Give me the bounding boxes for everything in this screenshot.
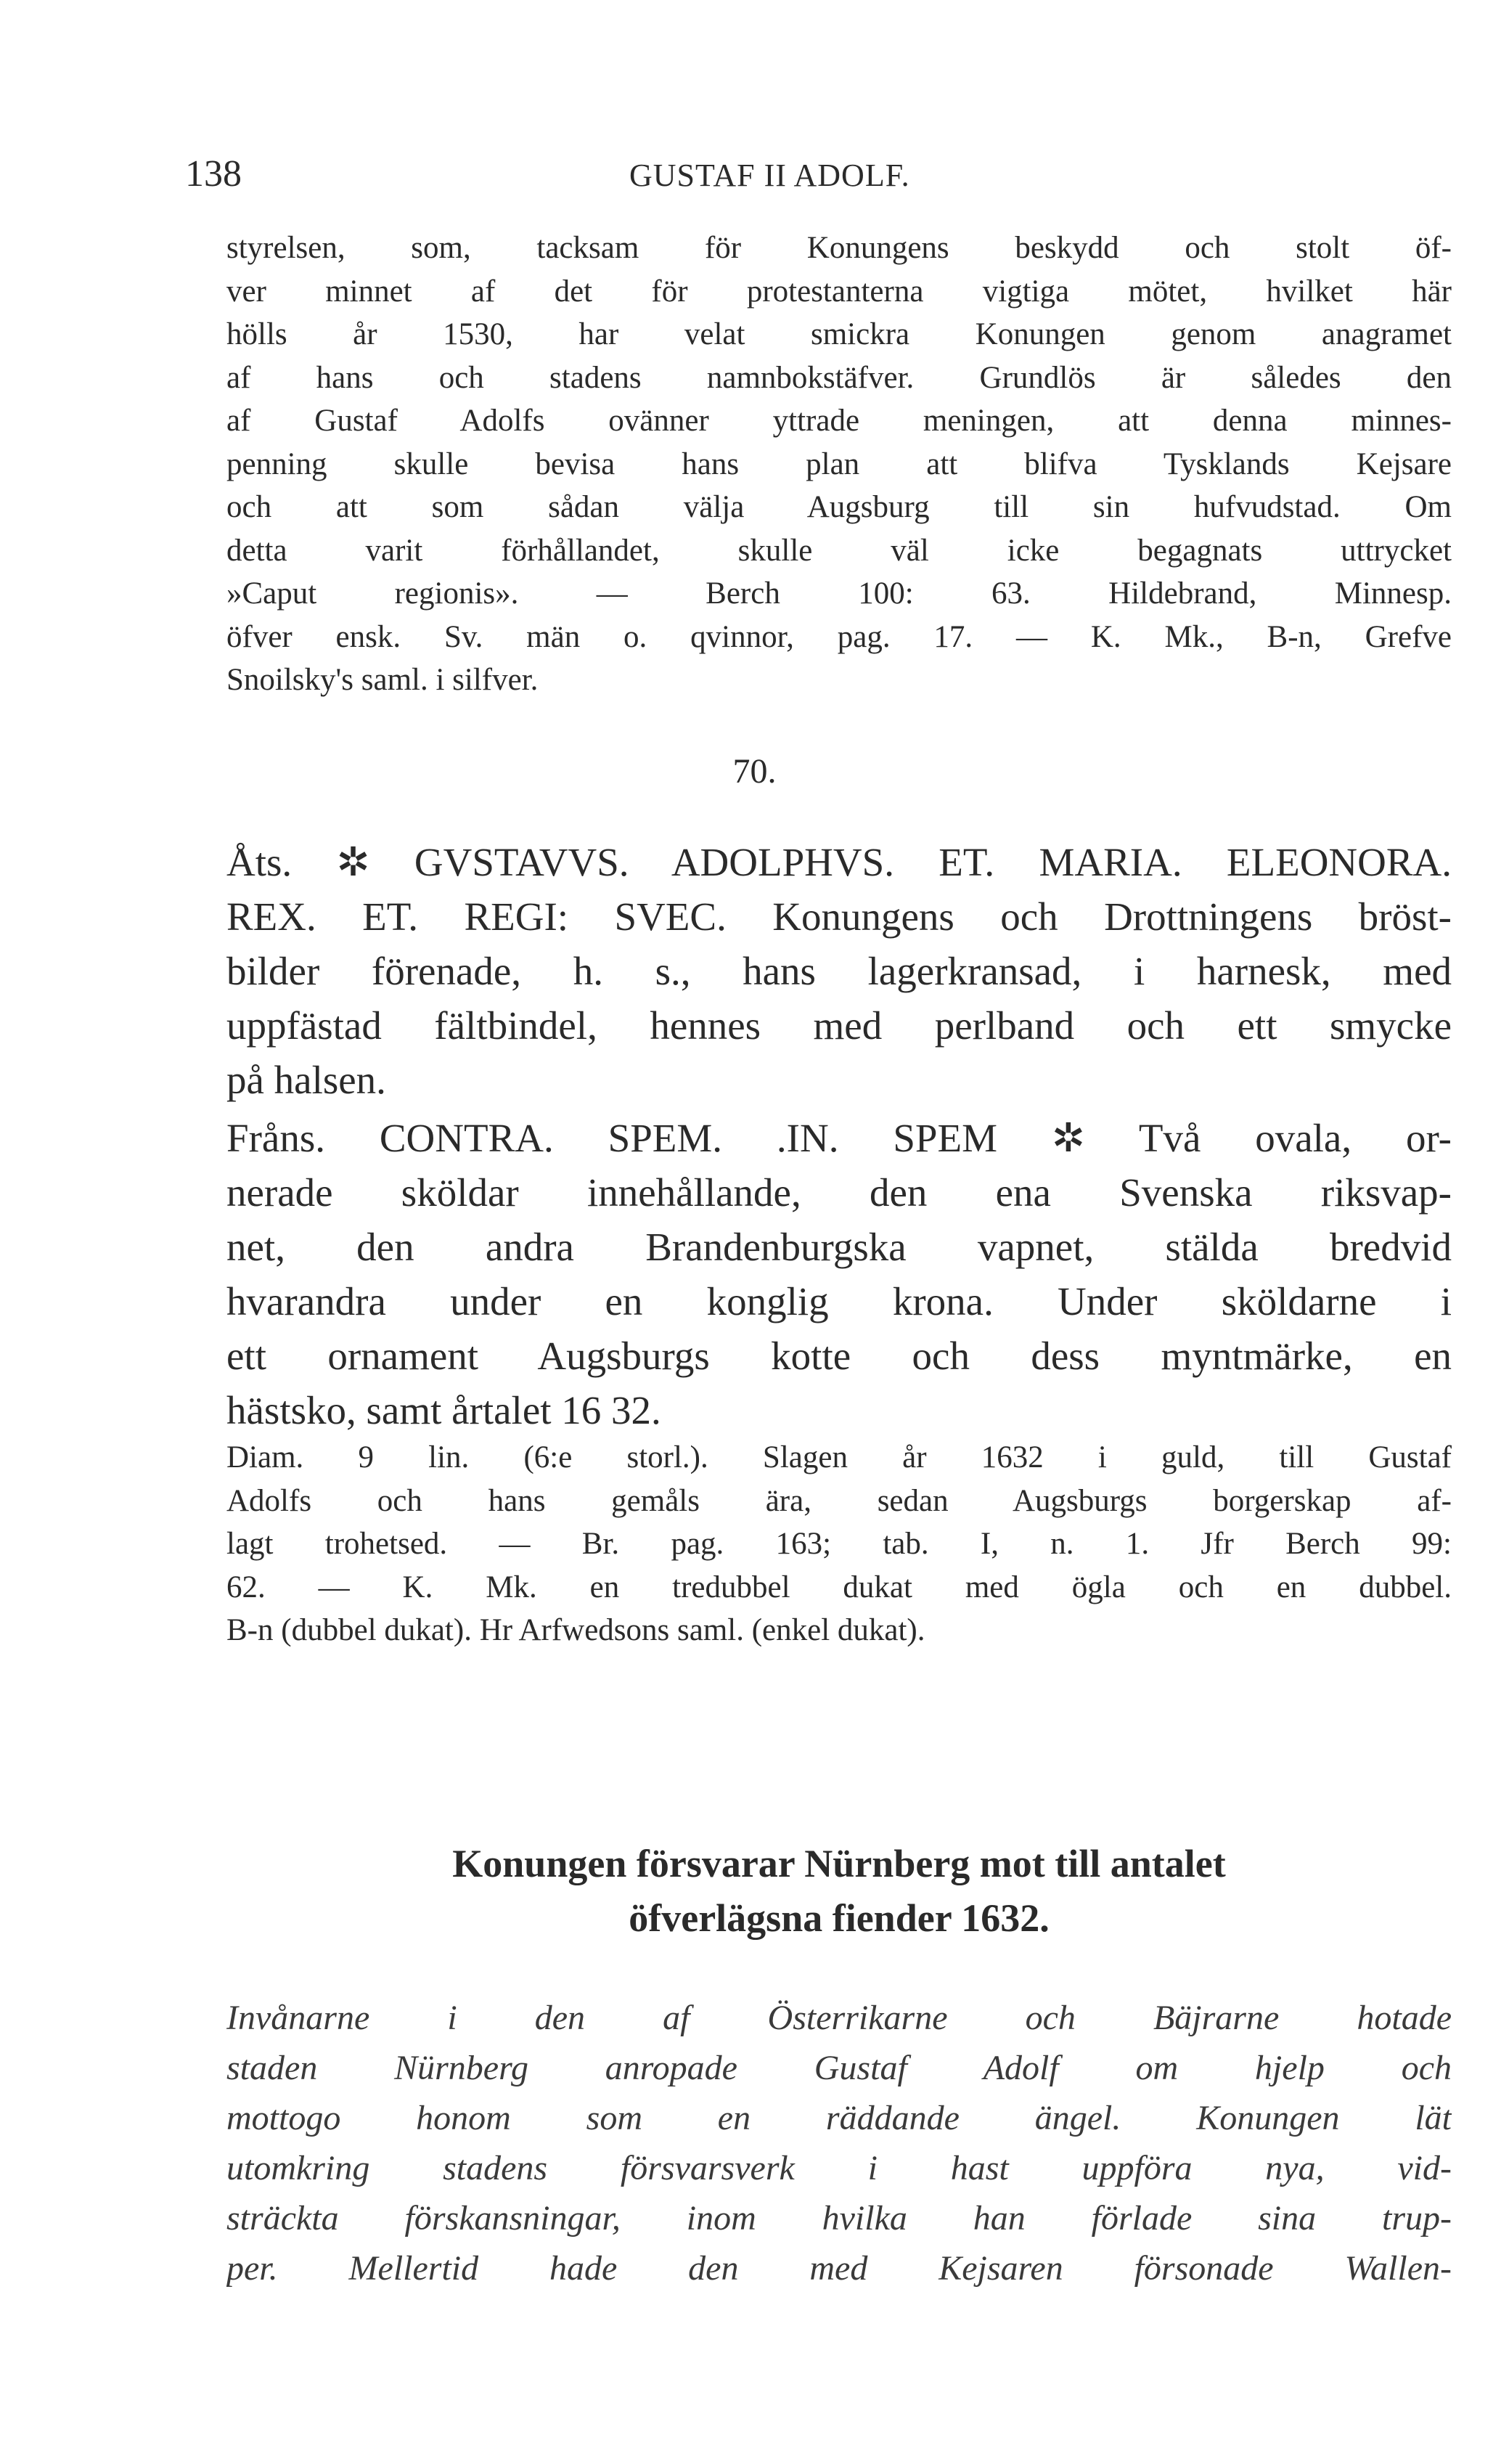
text-line: styrelsen, som, tacksam för Konungens beskydd och stolt öf- <box>226 231 1452 265</box>
text-line: och att som sådan välja Augsburg till sin hufvudstad. Om <box>226 490 1452 524</box>
text-line: REX. ET. REGI: SVEC. Konungens och Drottningens bröst- <box>226 894 1452 939</box>
text-line: detta varit förhållandet, skulle väl icke begagnats uttrycket <box>226 533 1452 568</box>
running-title: GUSTAF II ADOLF. <box>629 158 910 193</box>
entry-number: 70. <box>732 752 777 791</box>
text-line: Diam. 9 lin. (6:e storl.). Slagen år 1632 i guld, till Gustaf <box>226 1440 1452 1474</box>
text-line: ver minnet af det för protestanterna vigtiga mötet, hvilket här <box>226 274 1452 309</box>
text-line: net, den andra Brandenburgska vapnet, stälda bredvid <box>226 1225 1452 1269</box>
paragraph-continued <box>226 227 1452 702</box>
text-line: »Caput regionis». — Berch 100: 63. Hildebrand, Minnesp. <box>226 576 1452 611</box>
text-line: uppfästad fältbindel, hennes med perlband och ett smycke <box>226 1003 1452 1048</box>
page-header <box>185 152 1346 196</box>
narrative-paragraph <box>226 1993 1452 2293</box>
text-line: Åts. ✲ GVSTAVVS. ADOLPHVS. ET. MARIA. ELEONORA. <box>226 840 1452 884</box>
text-line: 62. — K. Mk. en tredubbel dukat med ögla och en dubbel. <box>226 1570 1452 1604</box>
section-heading <box>226 1837 1452 1946</box>
text-line: sträckta förskansningar, inom hvilka han förlade sina trup- <box>226 2199 1452 2237</box>
text-line: af Gustaf Adolfs ovänner yttrade meningen, att denna minnes- <box>226 404 1452 438</box>
text-line: Fråns. CONTRA. SPEM. .IN. SPEM ✲ Två ovala, or- <box>226 1116 1452 1160</box>
reverse-description <box>226 1111 1452 1437</box>
text-line: per. Mellertid hade den med Kejsaren försonade Wallen- <box>226 2249 1452 2288</box>
text-line: lagt trohetsed. — Br. pag. 163; tab. I, n. 1. Jfr Berch 99: <box>226 1527 1452 1561</box>
text-line: penning skulle bevisa hans plan att blifva Tysklands Kejsare <box>226 446 1452 481</box>
text-line: nerade sköldar innehållande, den ena Svenska riksvap- <box>226 1170 1452 1215</box>
text-line: hölls år 1530, har velat smickra Konungen genom anagramet <box>226 317 1452 351</box>
page-number: 138 <box>185 153 242 195</box>
text-line: Invånarne i den af Österrikarne och Bäjrarne hotade <box>226 1999 1452 2037</box>
text-line: utomkring stadens försvarsverk i hast uppföra nya, vid- <box>226 2149 1452 2187</box>
text-line: bilder förenade, h. s., hans lagerkransad, i harnesk, med <box>226 949 1452 993</box>
text-line: på halsen. <box>226 1058 386 1102</box>
text-line: staden Nürnberg anropade Gustaf Adolf om hjelp och <box>226 2049 1452 2087</box>
text-line: hvarandra under en konglig krona. Under sköldarne i <box>226 1279 1452 1323</box>
medal-details <box>226 1436 1452 1652</box>
text-line: Adolfs och hans gemåls ära, sedan Augsburgs borgerskap af- <box>226 1483 1452 1518</box>
text-line: af hans och stadens namnbokstäfver. Grundlös är således den <box>226 360 1452 395</box>
text-line: B-n (dubbel dukat). Hr Arfwedsons saml. (enkel dukat). <box>226 1613 925 1647</box>
text-line: ett ornament Augsburgs kotte och dess myntmärke, en <box>226 1334 1452 1378</box>
text-line: mottogo honom som en räddande ängel. Konungen lät <box>226 2099 1452 2137</box>
text-line: hästsko, samt årtalet 16 32. <box>226 1388 661 1432</box>
text-line: Snoilsky's saml. i silfver. <box>226 663 539 697</box>
text-line: öfver ensk. Sv. män o. qvinnor, pag. 17. — K. Mk., B-n, Grefve <box>226 619 1452 654</box>
heading-line: öfverlägsna fiender 1632. <box>629 1896 1050 1940</box>
obverse-description <box>226 835 1452 1107</box>
heading-line: Konungen försvarar Nürnberg mot till antalet <box>452 1842 1226 1885</box>
